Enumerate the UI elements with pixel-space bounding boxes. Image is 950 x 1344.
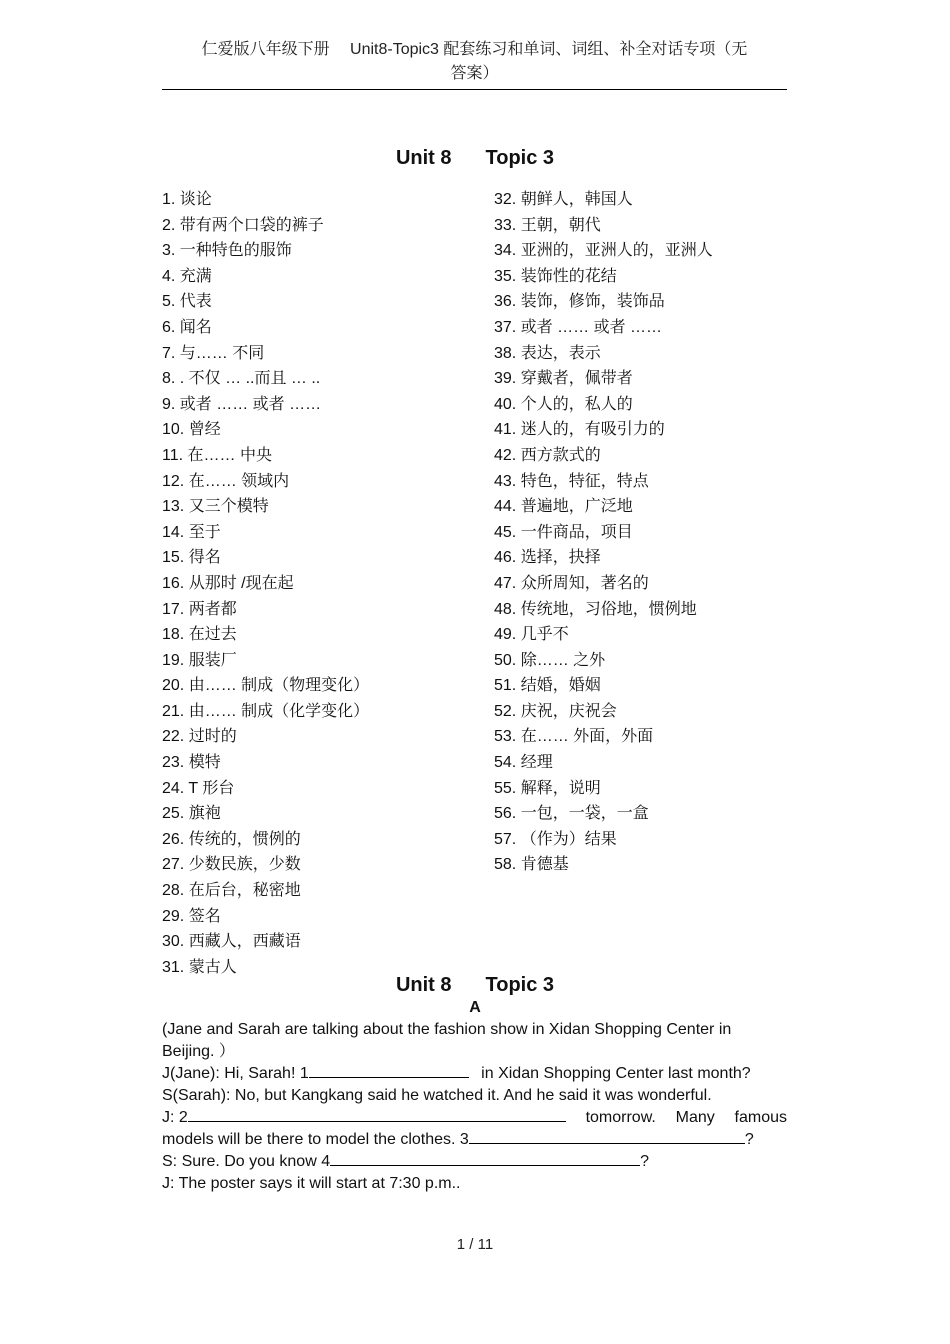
vocab-item: 7. 与…… 不同 <box>162 344 265 362</box>
vocab-item: 55. 解释，说明 <box>494 779 601 797</box>
unit-label: Unit 8 <box>395 974 452 996</box>
vocab-item: 19. 服装厂 <box>162 651 237 669</box>
vocab-item: 12. 在…… 领域内 <box>162 472 290 490</box>
dialogue-text: S: Sure. Do you know 4 <box>162 1153 331 1170</box>
vocab-item: 44. 普遍地，广泛地 <box>494 498 633 516</box>
dialogue-line-3 <box>162 1107 787 1129</box>
vocab-item: 34. 亚洲的，亚洲人的，亚洲人 <box>494 242 713 260</box>
vocab-item: 54. 经理 <box>494 754 553 772</box>
dialogue-text: models will be there to model the clothes. 3 <box>162 1131 469 1148</box>
vocab-item: 28. 在后台，秘密地 <box>162 882 301 900</box>
vocab-item: 16. 从那时 /现在起 <box>162 574 294 592</box>
vocab-item: 23. 模特 <box>162 754 221 772</box>
dialogue-text: ? <box>640 1153 649 1170</box>
dialogue-text: ? <box>744 1131 754 1148</box>
vocab-item: 11. 在…… 中央 <box>162 446 272 464</box>
vocab-item: 45. 一件商品，项目 <box>494 523 633 541</box>
vocab-item: 35. 装饰性的花结 <box>494 267 617 285</box>
dialogue-line-6: J: The poster says it will start at 7:30 p.m.. <box>162 1175 461 1192</box>
vocab-item: 46. 选择，抉择 <box>494 549 601 567</box>
topic-label: Topic 3 <box>485 974 555 996</box>
vocab-list-right <box>494 187 713 878</box>
header-title-line1: 仁爱版八年级下册 Unit8-Topic3 配套练习和单词、词组、补全对话专项（无 <box>201 41 748 58</box>
section-title-vocabulary <box>0 147 950 170</box>
vocab-item: 40. 个人的，私人的 <box>494 395 633 413</box>
vocab-item: 31. 蒙古人 <box>162 958 237 976</box>
dialogue-text: J(Jane): Hi, Sarah! 1 <box>162 1065 309 1082</box>
vocab-item: 13. 又三个模特 <box>162 498 269 516</box>
dialogue-line-4 <box>162 1129 787 1151</box>
vocab-item: 58. 肯德基 <box>494 856 569 874</box>
vocab-item: 42. 西方款式的 <box>494 446 601 464</box>
page-number: 1 / 11 <box>456 1236 494 1253</box>
topic-label: Topic 3 <box>485 147 555 169</box>
vocab-item: 51. 结婚，婚姻 <box>494 677 601 695</box>
dialogue-line-2: S(Sarah): No, but Kangkang said he watched it. And he said it was wonderful. <box>162 1087 712 1104</box>
vocab-item: 2. 带有两个口袋的裤子 <box>162 216 324 234</box>
vocab-item: 5. 代表 <box>162 293 212 311</box>
vocab-item: 57. （作为）结果 <box>494 830 617 848</box>
vocab-item: 49. 几乎不 <box>494 626 569 644</box>
vocab-item: 50. 除…… 之外 <box>494 651 606 669</box>
section-title-dialogue <box>0 974 950 997</box>
dialogue-line-5 <box>162 1151 787 1173</box>
vocab-item: 14. 至于 <box>162 523 221 541</box>
vocab-item: 18. 在过去 <box>162 626 237 644</box>
vocab-item: 15. 得名 <box>162 549 221 567</box>
vocab-item: 20. 由…… 制成（物理变化） <box>162 677 370 695</box>
vocab-item: 32. 朝鲜人，韩国人 <box>494 191 633 208</box>
dialogue-text: Many <box>675 1109 715 1126</box>
vocab-item: 29. 签名 <box>162 907 221 925</box>
vocab-item: 39. 穿戴者，佩带者 <box>494 370 633 388</box>
vocab-item: 8. . 不仅 … ..而且 … .. <box>162 370 321 388</box>
vocab-item: 4. 充满 <box>162 267 212 285</box>
vocab-item: 22. 过时的 <box>162 728 237 746</box>
vocab-item: 43. 特色，特征，特点 <box>494 472 649 490</box>
dialogue-intro-line2: Beijing. ） <box>162 1043 235 1060</box>
vocab-item: 26. 传统的，惯例的 <box>162 830 301 848</box>
dialogue-intro-line1: (Jane and Sarah are talking about the fashion show in Xidan Shopping Center in <box>162 1021 732 1038</box>
vocab-item: 17. 两者都 <box>162 600 237 618</box>
header-title-line2: 答案） <box>450 65 499 82</box>
dialogue-text: tomorrow. <box>585 1109 656 1126</box>
vocab-item: 30. 西藏人，西藏语 <box>162 933 301 951</box>
vocab-item: 47. 众所周知，著名的 <box>494 574 649 592</box>
dialogue-text: in Xidan Shopping Center last month? <box>476 1065 751 1082</box>
vocab-item: 9. 或者 …… 或者 …… <box>162 395 322 413</box>
vocab-item: 52. 庆祝，庆祝会 <box>494 702 617 720</box>
vocab-item: 38. 表达，表示 <box>494 344 601 362</box>
vocab-item: 48. 传统地，习俗地，惯例地 <box>494 600 697 618</box>
vocab-item: 37. 或者 …… 或者 …… <box>494 318 663 336</box>
header-divider <box>162 89 787 90</box>
vocab-item: 24. T 形台 <box>162 779 235 797</box>
vocab-item: 27. 少数民族，少数 <box>162 856 301 874</box>
vocab-item: 53. 在…… 外面，外面 <box>494 728 654 746</box>
answer-blank-3[interactable] <box>469 1129 745 1144</box>
vocab-item: 1. 谈论 <box>162 191 212 208</box>
part-label: A <box>469 999 481 1016</box>
answer-blank-2[interactable] <box>188 1107 566 1122</box>
vocab-item: 25. 旗袍 <box>162 805 221 823</box>
vocab-item: 41. 迷人的，有吸引力的 <box>494 421 665 439</box>
vocab-list-left <box>162 187 369 980</box>
vocab-item: 36. 装饰，修饰，装饰品 <box>494 293 665 311</box>
dialogue-exercise <box>162 1019 787 1195</box>
vocab-item: 56. 一包，一袋，一盒 <box>494 805 649 823</box>
answer-blank-4[interactable] <box>330 1151 640 1166</box>
vocab-item: 33. 王朝，朝代 <box>494 216 601 234</box>
vocab-item: 10. 曾经 <box>162 421 221 439</box>
vocab-item: 6. 闻名 <box>162 318 212 336</box>
vocab-item: 21. 由…… 制成（化学变化） <box>162 702 370 720</box>
dialogue-text: J: 2 <box>162 1109 188 1126</box>
dialogue-text: famous <box>734 1109 787 1126</box>
vocab-item: 3. 一种特色的服饰 <box>162 242 292 260</box>
answer-blank-1[interactable] <box>309 1063 469 1078</box>
unit-label: Unit 8 <box>395 147 452 169</box>
page-header <box>162 38 787 86</box>
dialogue-line-1 <box>162 1063 787 1085</box>
